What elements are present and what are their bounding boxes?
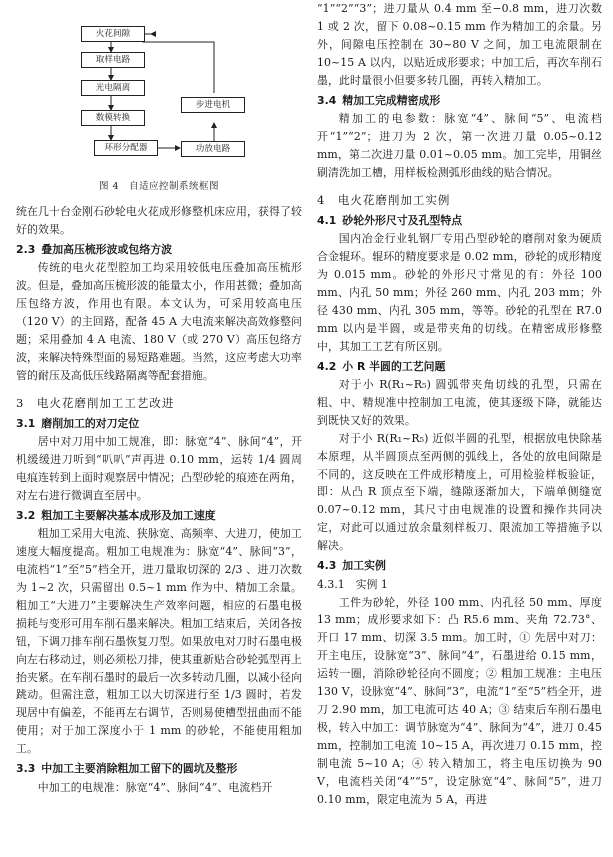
right-column bbox=[317, 0, 602, 808]
heading-4: 4 电火花磨削加工实例 bbox=[317, 192, 451, 207]
heading-3-3: 3.3 中加工主要消除粗加工留下的圆坑及整形 bbox=[16, 762, 238, 776]
node-ring-distributor: 环形分配器 bbox=[94, 140, 158, 156]
node-stepper-motor: 步进电机 bbox=[181, 97, 245, 113]
paragraph: 精加工的电参数：脉宽“4”、脉间“5”、电流档开“1”“2”；进刀为 2 次，第一次进刀量 0.05~0.12 mm，第二次进刀量 0.01~0.05 mm。加工完毕，用铜丝刷清洗加工槽，用样板检测弧形曲线的贴合情况。 bbox=[317, 112, 602, 179]
heading-4-3: 4.3 加工实例 bbox=[317, 559, 386, 573]
paragraph: 对于小 R(R₁~R₅) 近似半圆的孔型，根据放电快除基本原理，从半圆顶点至两侧的弧线上，各处的放电间隙是不同的，这反映在工件成形精度上，可用检验样板验证，即：从凸 R 顶点至下端，缝隙逐渐加大，下端单侧缝宽 0.07~0.12 mm，其尺寸由电规准的设置和操作共同决定，对此可以通过放余量刻样板刀、限流加工等措施予以解决。 bbox=[317, 431, 602, 553]
heading-4-3-1: 4.3.1 实例 1 bbox=[317, 577, 388, 591]
heading-3: 3 电火花磨削加工工艺改进 bbox=[16, 395, 175, 410]
paragraph: 工件为砂轮，外径 100 mm、内孔径 50 mm、厚度 13 mm；成形要求如下：凸 R5.6 mm、夹角 72.73°、开口 17 mm、切深 3.5 mm。加工时，① 先居中对刀：开主电压，设脉宽“3”、脉间“4”，石墨进给 0.15 mm，运转一圈，消除砂轮径向不圆度；② 粗加工规准：主电压 130 V，设脉宽“4”、脉间“3”，电流“1”至“5”档全开，进刀 2.90 mm，加工电流可达 40 A；③ 结束后车削石墨电极，转入中加工：调节脉宽为“4”、脉间为“4”，进刀 0.45 mm，控制加工电流 10~15 A，再次进刀 0.15 mm，控制电流 5~10 A；④ 转入精加工，将主电压切换为 90 V，电流档关闭“4”“5”，设定脉宽“4”、脉间“5”，进刀 0.10 mm，限定电流为 5 A，再进 bbox=[317, 595, 602, 806]
figure-4 bbox=[16, 0, 302, 203]
paragraph: “1”“2”“3”；进刀量从 0.4 mm 至−0.8 mm，进刀次数 1 或 2 次，留下 0.08~0.15 mm 作为精加工的余量。另外，间隙电压控制在 30~80 V 之间，加工电流限制在 10~15 A 以内，以贴近成形要求；中加工后，再次车削石墨，此时量很小但要多转几圈，再转入精加工。 bbox=[317, 2, 602, 87]
node-optical-isolation: 光电隔离 bbox=[81, 80, 145, 96]
heading-4-1: 4.1 砂轮外形尺寸及孔型特点 bbox=[317, 213, 463, 227]
paragraph: 统在几十台金刚石砂轮电火花成形修整机床应用，获得了较好的效果。 bbox=[16, 205, 302, 236]
paragraph: 传统的电火花型腔加工均采用较低电压叠加高压梳形波。但是，叠加高压梳形波的能量太小，作用甚微；叠加高压包络方波，作用也有限。本文认为，可采用较高电压（120 V）的主回路，配备 45 A 大电流来解决高效修整问题；采用叠加 4 A 电流、180 V（或 270 V）高压包络方波，来解决特殊型面的易短路难题。当然，这应考虑大功率管的耐压及高低压线路隔离等配套措施。 bbox=[16, 261, 302, 382]
heading-3-2: 3.2 粗加工主要解决基本成形及加工速度 bbox=[16, 508, 216, 522]
heading-3-1: 3.1 磨削加工的对刀定位 bbox=[16, 416, 140, 430]
paragraph: 国内冶金行业轧钢厂专用凸型砂轮的磨削对象为硬质合金辊环。辊环的精度要求是 0.02 mm，砂轮的成形精度为 0.015 mm。砂轮的外形尺寸常见的有：外径 100 mm、内孔 50 mm；外径 260 mm、内孔 203 mm；外径 430 mm、内孔 305 mm，等等。砂轮的孔型在 R7.0 mm 以内是半圆，或是带夹角的切线。在精密成形修整中，其加工工艺有所区别。 bbox=[317, 232, 602, 353]
figure-caption: 图 4 自适应控制系统框图 bbox=[98, 181, 220, 192]
heading-4-2: 4.2 小 R 半圆的工艺问题 bbox=[317, 359, 446, 373]
paragraph: 中加工的电规准：脉宽“4”、脉间“4”、电流档开 bbox=[37, 780, 273, 794]
node-power-amp: 功放电路 bbox=[181, 141, 245, 157]
paragraph: 粗加工采用大电流、狭脉宽、高频率、大进刀，使加工速度大幅度提高。粗加工电规准为：脉宽“4”、脉间“3”，电流档“1”至“5”档全开，进刀量取切深的 2/3 、进刀次数为 1~2 次，只需留出 0.5~1 mm 作为中、精加工余量。粗加工“大进刀”主要解决生产效率问题，相应的石墨电极损耗与变形可用车削石墨来解决。粗加工结束后，关闭各按钮，下调刀排车削石墨恢复刀型。如果放电对刀时石墨电极向左右移动过，则必须松刀排，使其重新贴合砂轮弧型再上抬夹紧。在车削石墨时的最后一次多转动几圈，以减小径向跳动。但需注意，粗加工以大切深进行至 1/3 圆时，若发现居中有偏差，不能再左右调节，否则易使槽型扭曲而不能使用；对于加工深度小于 1 mm 的砂轮，不能使用粗加工。 bbox=[16, 527, 302, 756]
left-column bbox=[16, 0, 302, 796]
paragraph: 居中对刀用中加工规准，即：脉宽“4”、脉间“4”，开机缓缓进刀听到“叭叭”声再进 0.10 mm，运转 1/4 圆周电痕连转到上面时观察居中情况；凸型砂轮的痕迹在两角，对左右进行微调直至居中。 bbox=[16, 435, 302, 502]
heading-3-4: 3.4 精加工完成精密成形 bbox=[317, 93, 441, 107]
node-da-conversion: 数模转换 bbox=[81, 110, 145, 126]
heading-2-3: 2.3 叠加高压梳形波或包络方波 bbox=[16, 242, 172, 256]
node-sampling-circuit: 取样电路 bbox=[81, 52, 145, 68]
node-spark-gap: 火花间隙 bbox=[81, 26, 145, 42]
paragraph: 对于小 R(R₁~R₅) 圆弧带夹角切线的孔型，只需在粗、中、精规准中控制加工电流，使其逐级下降，就能达到既快又好的效果。 bbox=[317, 378, 602, 427]
figure-connectors bbox=[16, 0, 302, 180]
